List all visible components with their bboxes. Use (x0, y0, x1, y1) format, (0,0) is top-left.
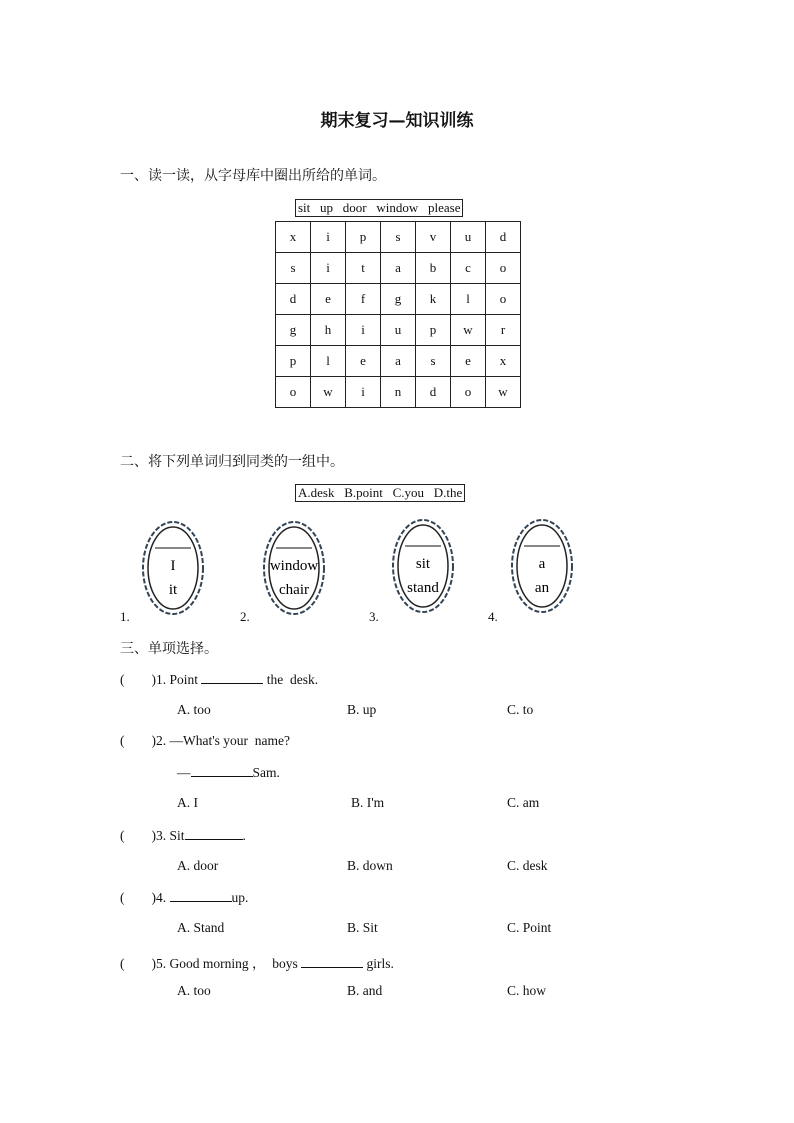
question-4: ( )4. up. (120, 890, 249, 905)
q5-option-c: C. how (507, 983, 547, 998)
grid-cell[interactable]: p (416, 315, 451, 346)
grid-row (276, 346, 521, 377)
group-number-3: 3. (369, 609, 379, 624)
question-5: ( )5. Good morning ， boys girls. (120, 956, 394, 971)
page-title: 期末复习—知识训练 (320, 111, 474, 131)
oval-word-1b: it (168, 582, 178, 598)
grid-row (276, 315, 521, 346)
grid-row (276, 253, 521, 284)
grid-cell[interactable]: u (451, 222, 486, 253)
grid-cell[interactable]: d (486, 222, 521, 253)
grid-cell[interactable]: c (451, 253, 486, 284)
grid-cell[interactable]: a (381, 346, 416, 377)
grid-cell[interactable]: u (381, 315, 416, 346)
grid-cell[interactable]: v (416, 222, 451, 253)
grid-cell[interactable]: g (381, 284, 416, 315)
q4-option-c: C. Point (507, 920, 552, 935)
oval-word-2a: window (269, 558, 319, 574)
grid-cell[interactable]: l (311, 346, 346, 377)
q5-option-b: B. and (347, 983, 383, 998)
section2-options: A.desk B.point C.you D.the (295, 484, 465, 502)
question-1: ( )1. Point the desk. (120, 672, 319, 687)
oval-word-3a: sit (415, 556, 431, 572)
answer-paren[interactable]: ( ) (120, 672, 156, 687)
word-oval-4 (508, 516, 580, 620)
q3-option-c: C. desk (507, 858, 548, 873)
word-oval-2 (260, 518, 332, 622)
grid-cell[interactable]: s (416, 346, 451, 377)
grid-cell[interactable]: p (276, 346, 311, 377)
grid-cell[interactable]: o (486, 284, 521, 315)
grid-cell[interactable]: s (381, 222, 416, 253)
fill-blank[interactable] (201, 671, 263, 684)
question-3: ( )3. Sit . (120, 828, 246, 843)
q3-option-a: A. door (177, 858, 219, 873)
scalloped-frame-icon (139, 518, 211, 618)
section1-heading: 一、读一读，从字母库中圈出所给的单词。 (120, 168, 386, 184)
fill-blank[interactable] (170, 889, 232, 902)
q1-option-c: C. to (507, 702, 534, 717)
q2-option-a: A. I (177, 795, 198, 810)
grid-cell[interactable]: o (451, 377, 486, 408)
grid-cell[interactable]: t (346, 253, 381, 284)
grid-cell[interactable]: r (486, 315, 521, 346)
q2-option-c: C. am (507, 795, 540, 810)
grid-cell[interactable]: i (346, 315, 381, 346)
scalloped-frame-icon (389, 516, 461, 616)
q1-option-b: B. up (347, 702, 377, 717)
grid-cell[interactable]: i (346, 377, 381, 408)
grid-cell[interactable]: w (486, 377, 521, 408)
grid-cell[interactable]: o (276, 377, 311, 408)
word-oval-1 (139, 518, 211, 622)
grid-cell[interactable]: g (276, 315, 311, 346)
grid-cell[interactable]: e (346, 346, 381, 377)
fill-blank[interactable] (301, 955, 363, 968)
group-number-1: 1. (120, 609, 130, 624)
section2-heading: 二、将下列单词归到同类的一组中。 (120, 454, 344, 470)
question-2-reply: — Sam. (177, 765, 280, 780)
grid-cell[interactable]: i (311, 222, 346, 253)
grid-cell[interactable]: p (346, 222, 381, 253)
oval-word-4b: an (534, 580, 550, 596)
oval-word-4a: a (538, 556, 546, 572)
fill-blank[interactable] (191, 764, 253, 777)
q4-option-a: A. Stand (177, 920, 225, 935)
answer-paren[interactable]: ( ) (120, 733, 156, 748)
answer-paren[interactable]: ( ) (120, 828, 156, 843)
grid-cell[interactable]: k (416, 284, 451, 315)
grid-cell[interactable]: o (486, 253, 521, 284)
grid-cell[interactable]: a (381, 253, 416, 284)
oval-word-2b: chair (279, 582, 309, 598)
q1-option-a: A. too (177, 702, 211, 717)
letter-grid (275, 221, 521, 408)
grid-cell[interactable]: d (276, 284, 311, 315)
grid-cell[interactable]: f (346, 284, 381, 315)
oval-word-1a: I (170, 558, 176, 574)
grid-cell[interactable]: i (311, 253, 346, 284)
q2-option-b: B. I'm (351, 795, 385, 810)
grid-cell[interactable]: w (311, 377, 346, 408)
grid-cell[interactable]: n (381, 377, 416, 408)
q4-option-b: B. Sit (347, 920, 378, 935)
answer-paren[interactable]: ( ) (120, 956, 156, 971)
section3-heading: 三、单项选择。 (120, 641, 218, 657)
section1-word-bank: sit up door window please (295, 199, 463, 217)
scalloped-frame-icon (508, 516, 580, 616)
grid-cell[interactable]: e (451, 346, 486, 377)
grid-row (276, 284, 521, 315)
fill-blank[interactable] (185, 827, 243, 840)
group-number-4: 4. (488, 609, 498, 624)
grid-cell[interactable]: d (416, 377, 451, 408)
oval-word-3b: stand (407, 580, 439, 596)
grid-cell[interactable]: b (416, 253, 451, 284)
grid-row (276, 377, 521, 408)
answer-paren[interactable]: ( ) (120, 890, 156, 905)
grid-cell[interactable]: w (451, 315, 486, 346)
grid-row (276, 222, 521, 253)
grid-cell[interactable]: s (276, 253, 311, 284)
question-2: ( )2. —What's your name? (120, 733, 291, 748)
q5-option-a: A. too (177, 983, 211, 998)
grid-cell[interactable]: x (276, 222, 311, 253)
word-oval-3 (389, 516, 461, 620)
grid-cell[interactable]: l (451, 284, 486, 315)
grid-cell[interactable]: h (311, 315, 346, 346)
q3-option-b: B. down (347, 858, 393, 873)
scalloped-frame-icon (260, 518, 332, 618)
grid-cell[interactable]: x (486, 346, 521, 377)
grid-cell[interactable]: e (311, 284, 346, 315)
group-number-2: 2. (240, 609, 250, 624)
